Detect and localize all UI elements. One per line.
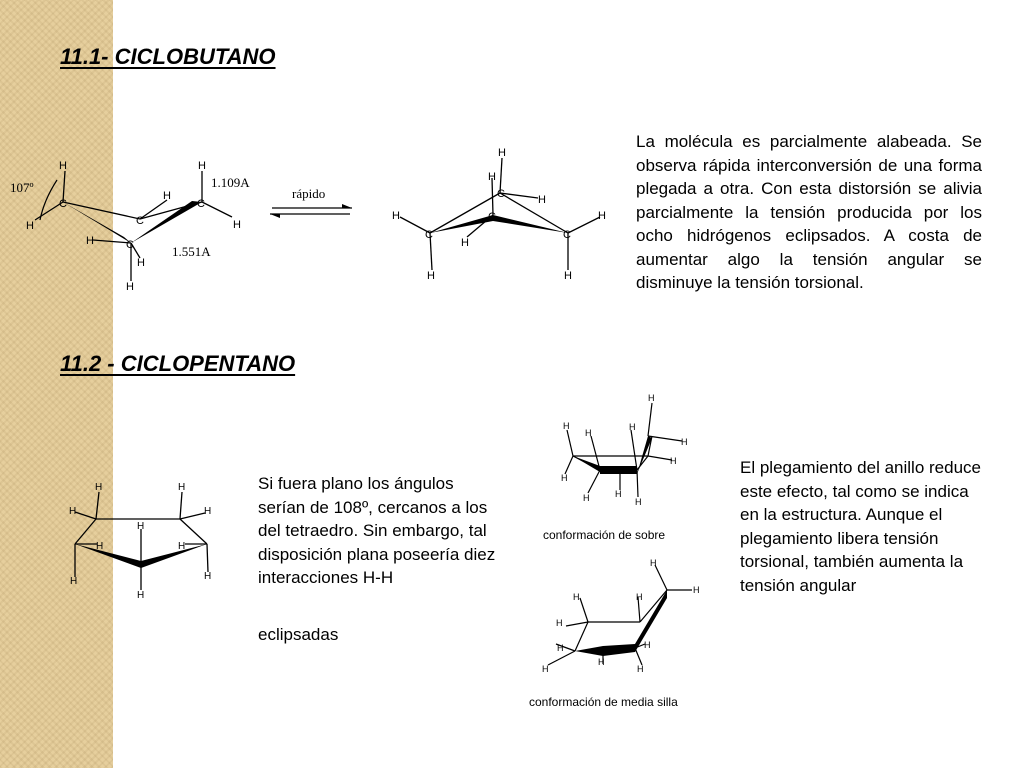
atom-label: H [137,590,145,601]
envelope-conformation-diagram [561,393,688,507]
atom-label: H [644,640,651,650]
cyclobutane-description: La molécula es parcialmente alabeada. Se observa rápida interconversión de una forma plegada a otra. Con esta distorsión se alivia parcialmente la tensión producida por los ocho hidrógenos eclipsados. A costa de aumentar algo la tensión angular se disminuye la tensión torsional. [636,132,982,292]
atom-label: H [96,541,104,552]
atom-label: H [542,664,549,674]
atom-label: H [178,482,186,493]
atom-label: C [425,229,433,241]
atom-label: H [670,456,677,466]
atom-label: H [629,422,636,432]
atom-label: C [497,188,505,200]
atom-label: H [178,541,186,552]
atom-label: H [59,160,67,172]
atom-label: H [488,171,496,183]
atom-label: H [392,210,400,222]
atom-label: C [197,198,205,210]
cyclobutane-flipped-diagram [392,147,606,282]
atom-label: H [69,506,77,517]
atom-label: H [637,664,644,674]
equilibrium-label: rápido [292,186,326,201]
atom-label: H [233,219,241,231]
equilibrium-arrows [270,186,352,218]
planar-cyclopentane-text: Si fuera plano los ángulos serían de 108º, cercanos a los del tetraedro. Sin embargo, tal disposición plana poseería diez interacciones H-H [258,474,496,587]
heading-ciclopentano: 11.2 - CICLOPENTANO [60,351,296,376]
atom-label: H [557,643,564,653]
atom-label: C [488,211,496,223]
atom-label: H [563,421,570,431]
atom-label: H [427,270,435,282]
atom-label: H [650,558,657,568]
cc-bond-length-label: 1.551A [172,244,211,259]
atom-label: H [461,237,469,249]
bond-angle-label: 107º [10,180,34,195]
atom-label: H [648,393,655,403]
atom-label: H [583,493,590,503]
atom-label: H [564,270,572,282]
atom-label: H [198,160,206,172]
atom-label: H [137,521,145,532]
atom-label: H [598,657,605,667]
atom-label: H [95,482,103,493]
atom-label: H [70,576,78,587]
atom-label: C [126,239,134,251]
atom-label: H [204,506,212,517]
atom-label: H [26,220,34,232]
cyclobutane-puckered-diagram [10,160,250,293]
atom-label: C [59,198,67,210]
atom-label: H [585,428,592,438]
atom-label: H [498,147,506,159]
atom-label: H [573,592,580,602]
ch-bond-length-label: 1.109A [211,175,250,190]
atom-label: C [136,215,144,227]
envelope-caption: conformación de sobre [543,528,666,542]
atom-label: H [137,257,145,269]
atom-label: H [538,194,546,206]
atom-label: H [635,497,642,507]
puckering-text: El plegamiento del anillo reduce este efecto, tal como se indica en la estructura. Aunque el plegamiento libera tensión torsional, también aumenta la tensión angular [740,458,981,595]
atom-label: H [561,473,568,483]
atom-label: H [598,210,606,222]
atom-label: H [126,281,134,293]
atom-label: H [615,489,622,499]
atom-label: H [693,585,700,595]
atom-label: H [163,190,171,202]
atom-label: H [681,437,688,447]
atom-label: H [556,618,563,628]
planar-cyclopentane-text-tail: eclipsadas [258,625,339,644]
atom-label: H [636,592,643,602]
half-chair-caption: conformación de media silla [529,695,678,709]
half-chair-conformation-diagram [542,558,700,674]
heading-ciclobutano: 11.1- CICLOBUTANO [60,44,276,69]
planar-cyclopentane-diagram [69,482,211,601]
atom-label: C [563,229,571,241]
atom-label: H [86,235,94,247]
atom-label: H [204,571,212,582]
